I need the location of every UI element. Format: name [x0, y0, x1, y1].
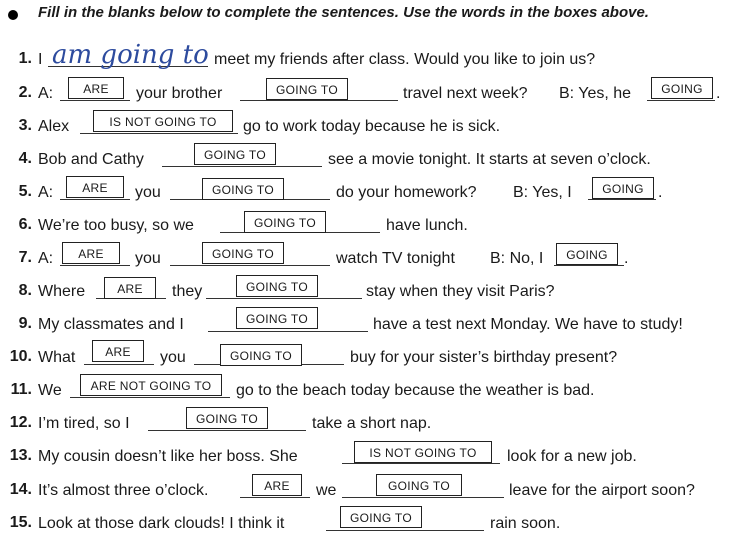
answer-box[interactable]: GOING TO — [244, 211, 326, 233]
sentence-text: My classmates and I — [38, 316, 184, 333]
sentence-text: A: — [38, 85, 54, 102]
answer-box[interactable]: GOING TO — [376, 474, 462, 496]
sentence-text: rain soon. — [490, 515, 561, 532]
answer-blank — [240, 497, 310, 498]
sentence-text: they — [172, 283, 203, 300]
sentence-4 — [0, 142, 733, 175]
sentence-text: Alex — [38, 118, 70, 135]
item-number: 5. — [18, 183, 32, 200]
item-number: 14. — [9, 481, 32, 498]
item-number: 11. — [10, 381, 32, 398]
answer-box[interactable]: GOING TO — [236, 307, 318, 329]
answer-blank — [326, 530, 484, 531]
sentence-text: have a test next Monday. We have to study! — [373, 316, 683, 333]
sentence-text: travel next week? — [403, 85, 528, 102]
sentence-13 — [0, 439, 733, 472]
sentence-7 — [0, 241, 733, 274]
answer-box[interactable]: ARE NOT GOING TO — [80, 374, 222, 396]
sentence-text: we — [316, 482, 337, 499]
answer-blank — [208, 331, 368, 332]
instructions: Fill in the blanks below to complete the sentences. Use the words in the boxes above. — [38, 4, 649, 21]
answer-blank — [60, 265, 130, 266]
sentence-text: What — [38, 349, 76, 366]
sentence-text: stay when they visit Paris? — [366, 283, 555, 300]
answer-blank — [342, 497, 504, 498]
item-number: 1. — [18, 50, 32, 67]
answer-box[interactable]: GOING TO — [340, 506, 422, 528]
sentence-3 — [0, 109, 733, 142]
sentence-text: take a short nap. — [312, 415, 432, 432]
sentence-text: go to the beach today because the weather is bad. — [236, 382, 595, 399]
sentence-5 — [0, 175, 733, 208]
sentence-8 — [0, 274, 733, 307]
item-number: 2. — [18, 84, 32, 101]
answer-box[interactable]: ARE — [92, 340, 144, 362]
sentence-6 — [0, 208, 733, 241]
answer-blank — [70, 397, 230, 398]
sentence-text: Bob and Cathy — [38, 151, 144, 168]
bullet-icon — [8, 10, 18, 20]
sentence-14 — [0, 473, 733, 506]
item-number: 9. — [18, 315, 32, 332]
sentence-text: your brother — [136, 85, 223, 102]
sentence-text: you — [135, 250, 161, 267]
item-number: 6. — [18, 216, 32, 233]
sentence-text: you — [135, 184, 161, 201]
answer-blank — [647, 100, 715, 101]
answer-box[interactable]: ARE — [68, 77, 124, 99]
sentence-text: look for a new job. — [507, 448, 637, 465]
answer-box[interactable]: ARE — [252, 474, 302, 496]
answer-box[interactable]: GOING TO — [220, 344, 302, 366]
sentence-text: It’s almost three o’clock. — [38, 482, 209, 499]
answer-blank — [80, 133, 238, 134]
sentence-text: A: — [38, 184, 54, 201]
handwritten-answer: am going to — [52, 40, 209, 70]
sentence-text: meet my friends after class. Would you like to join us? — [214, 51, 596, 68]
sentence-15 — [0, 506, 733, 539]
sentence-text: you — [160, 349, 186, 366]
sentence-1 — [0, 42, 733, 75]
sentence-text: see a movie tonight. It starts at seven o’clock. — [328, 151, 651, 168]
answer-blank — [206, 298, 362, 299]
sentence-text: My cousin doesn’t like her boss. She — [38, 448, 298, 465]
answer-box[interactable]: GOING — [651, 77, 713, 99]
answer-box[interactable]: GOING TO — [236, 275, 318, 297]
item-number: 12. — [9, 414, 32, 431]
answer-blank — [148, 430, 306, 431]
sentence-2 — [0, 76, 733, 109]
sentence-text: leave for the airport soon? — [509, 482, 695, 499]
item-number: 4. — [18, 150, 32, 167]
sentence-text: B: Yes, he — [559, 85, 632, 102]
sentence-text: have lunch. — [386, 217, 468, 234]
answer-blank — [162, 166, 322, 167]
answer-box[interactable]: IS NOT GOING TO — [93, 110, 233, 132]
answer-box[interactable]: GOING TO — [202, 178, 284, 200]
sentence-9 — [0, 307, 733, 340]
answer-box[interactable]: IS NOT GOING TO — [354, 441, 492, 463]
sentence-text: . — [624, 250, 629, 267]
item-number: 13. — [9, 447, 32, 464]
answer-blank — [170, 265, 330, 266]
answer-box[interactable]: GOING TO — [194, 143, 276, 165]
sentence-text: B: Yes, I — [513, 184, 572, 201]
sentence-10 — [0, 340, 733, 373]
sentence-text: We’re too busy, so we — [38, 217, 194, 234]
answer-box[interactable]: GOING — [556, 243, 618, 265]
answer-box[interactable]: ARE — [66, 176, 124, 198]
item-number: 7. — [18, 249, 32, 266]
sentence-text: I’m tired, so I — [38, 415, 130, 432]
sentence-text: . — [716, 85, 721, 102]
item-number: 15. — [9, 514, 32, 531]
sentence-text: buy for your sister’s birthday present? — [350, 349, 618, 366]
item-number: 10. — [9, 348, 32, 365]
answer-box[interactable]: GOING TO — [186, 407, 268, 429]
answer-box[interactable]: GOING — [592, 177, 654, 199]
item-number: 3. — [18, 117, 32, 134]
answer-blank — [60, 199, 130, 200]
answer-blank — [60, 100, 130, 101]
sentence-text: Look at those dark clouds! I think it — [38, 515, 285, 532]
answer-box[interactable]: ARE — [104, 277, 156, 299]
sentence-11 — [0, 373, 733, 406]
sentence-text: . — [658, 184, 663, 201]
item-number: 8. — [18, 282, 32, 299]
answer-blank — [84, 364, 154, 365]
sentence-text: Where — [38, 283, 86, 300]
sentence-text: We — [38, 382, 62, 399]
answer-box[interactable]: GOING TO — [266, 78, 348, 100]
sentence-text: watch TV tonight — [336, 250, 455, 267]
answer-box[interactable]: GOING TO — [202, 242, 284, 264]
sentence-text: I — [38, 51, 43, 68]
sentence-12 — [0, 406, 733, 439]
sentence-text: A: — [38, 250, 54, 267]
answer-box[interactable]: ARE — [62, 242, 120, 264]
sentence-text: do your homework? — [336, 184, 477, 201]
sentence-text: go to work today because he is sick. — [243, 118, 501, 135]
sentence-text: B: No, I — [490, 250, 544, 267]
